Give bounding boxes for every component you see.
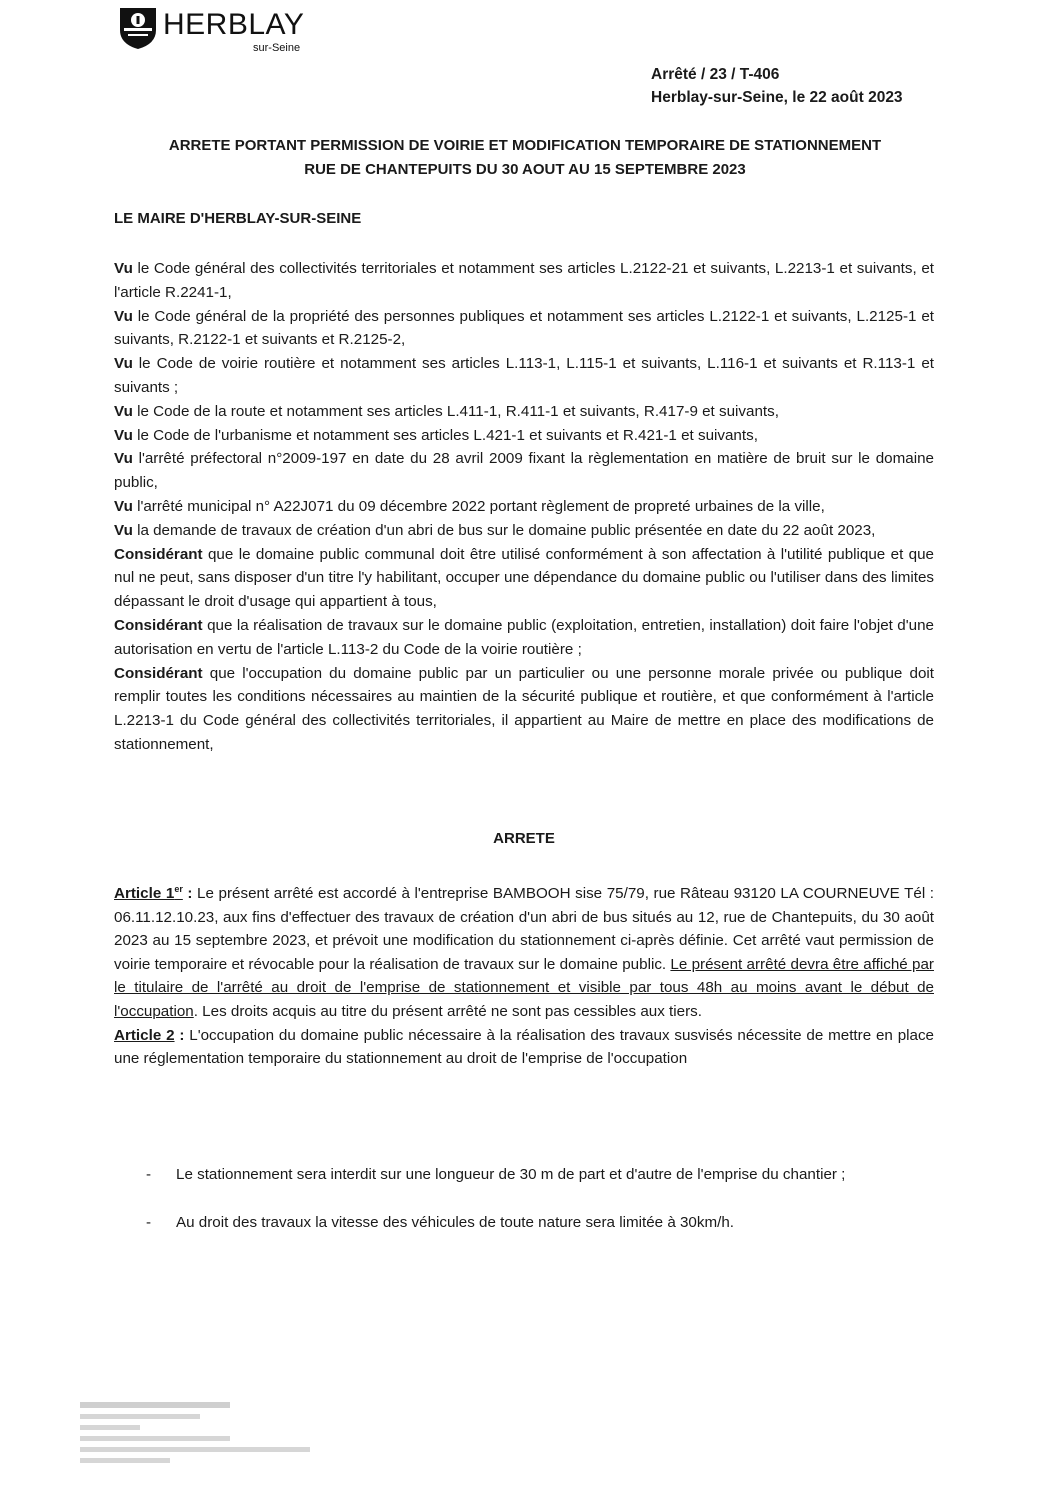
considerant-paragraph: Considérant que le domaine public communal doit être utilisé conformément à son affectation à l'utilité publique et que nul ne peut, sans disposer d'un titre l'y habilitant, occuper une dépendance du domaine public ou l'utiliser dans des limites dépassant le droit d'usage qui appartient à tous, <box>114 545 934 611</box>
article-2-label: Article 2 <box>114 1026 175 1044</box>
document-title <box>110 134 940 182</box>
maire-heading: LE MAIRE D'HERBLAY-SUR-SEINE <box>114 210 362 227</box>
visa-paragraph: Vu l'arrêté préfectoral n°2009-197 en date du 28 avril 2009 fixant la règlementation en matière de bruit sur le domaine public, <box>114 450 934 492</box>
article-1: Article 1er : Le présent arrêté est accordé à l'entreprise BAMBOOH sise 75/79, rue Râteau 93120 LA COURNEUVE Tél : 06.11.12.10.23, aux fins d'effectuer des travaux de création d'un abri de bus situés au 12, rue de Chantepuits, du 30 août 2023 au 15 septembre 2023, et prévoit une modification du stationnement ci-après définie. Cet arrêté vaut permission de voirie temporaire et révocable pour la réalisation de travaux sur le domaine public. Le présent arrêté devra être affiché par le titulaire de l'arrêté au droit de l'emprise de stationnement et visible par tous 48h au moins avant le début de l'occupation. Les droits acquis au titre du présent arrêté ne sont pas cessibles aux tiers. <box>114 884 935 1021</box>
herblay-logo <box>118 6 348 54</box>
visa-paragraph: Vu la demande de travaux de création d'un abri de bus sur le domaine public présentée en date du 22 août 2023, <box>114 521 876 539</box>
visa-paragraph: Vu l'arrêté municipal n° A22J071 du 09 décembre 2022 portant règlement de propreté urbaines de la ville, <box>114 497 825 515</box>
faint-footer-address-block <box>80 1400 340 1470</box>
logo-name: HERBLAY <box>163 8 305 41</box>
footer-address-faint <box>80 1400 340 1473</box>
title-line-2: RUE DE CHANTEPUITS DU 30 AOUT AU 15 SEPTEMBRE 2023 <box>304 161 746 178</box>
visa-paragraph: Vu le Code général des collectivités territoriales et notamment ses articles L.2122-21 et suivants, L.2213-1 et suivants, et l'article R.2241-1, <box>114 260 934 301</box>
city-crest-icon <box>118 6 158 50</box>
visas-section <box>114 257 934 757</box>
measures-list <box>146 1163 934 1234</box>
document-reference <box>651 63 903 109</box>
title-line-1: ARRETE PORTANT PERMISSION DE VOIRIE ET MODIFICATION TEMPORAIRE DE STATIONNEMENT <box>168 137 882 154</box>
visa-paragraph: Vu le Code de voirie routière et notamment ses articles L.113-1, L.115-1 et suivants, L.116-1 et suivants et R.113-1 et suivants ; <box>114 355 934 396</box>
list-item: - Au droit des travaux la vitesse des véhicules de toute nature sera limitée à 30km/h. <box>146 1213 735 1231</box>
arrete-heading: ARRETE <box>493 830 555 847</box>
visa-paragraph: Vu le Code de la route et notamment ses articles L.411-1, R.411-1 et suivants, R.417-9 et suivants, <box>114 402 779 420</box>
visa-paragraph: Vu le Code général de la propriété des personnes publiques et notamment ses articles L.2122-1 et suivants, L.2125-1 et suivants, R.2122-1 et suivants et R.2125-2, <box>114 307 934 349</box>
article-1-label: Article 1er <box>114 884 183 903</box>
display-requirement: Le présent arrêté devra être affiché par le titulaire de l'arrêté au droit de l'emprise de stationnement et visible par tous 48h au moins avant le début de l'occupation <box>114 955 934 1021</box>
considerant-paragraph: Considérant que l'occupation du domaine public par un particulier ou une personne morale privée ou publique doit remplir toutes les conditions nécessaires au maintien de la sécurité publique et routière, et que conformément à l'article L.2213-1 du Code général des collectivités territoriales, il appartient au Maire de mettre en place des modifications de stationnement, <box>114 664 934 753</box>
visa-paragraph: Vu le Code de l'urbanisme et notamment ses articles L.421-1 et suivants et R.421-1 et suivants, <box>114 426 758 444</box>
arrete-number: Arrêté / 23 / T-406 <box>651 66 780 83</box>
article-2: Article 2 : L'occupation du domaine public nécessaire à la réalisation des travaux susvisés nécessite de mettre en place une réglementation temporaire du stationnement au droit de l'emprise de l'occupation <box>114 1026 935 1068</box>
logo-subtitle: sur-Seine <box>253 42 301 54</box>
place-date: Herblay-sur-Seine, le 22 août 2023 <box>651 89 903 106</box>
articles-section <box>114 878 934 1071</box>
considerant-paragraph: Considérant que la réalisation de travaux sur le domaine public (exploitation, entretien, installation) doit faire l'objet d'une autorisation en vertu de l'article L.113-2 du Code de la voirie routière ; <box>114 616 934 658</box>
list-item: - Le stationnement sera interdit sur une longueur de 30 m de part et d'autre de l'emprise du chantier ; <box>146 1166 846 1183</box>
